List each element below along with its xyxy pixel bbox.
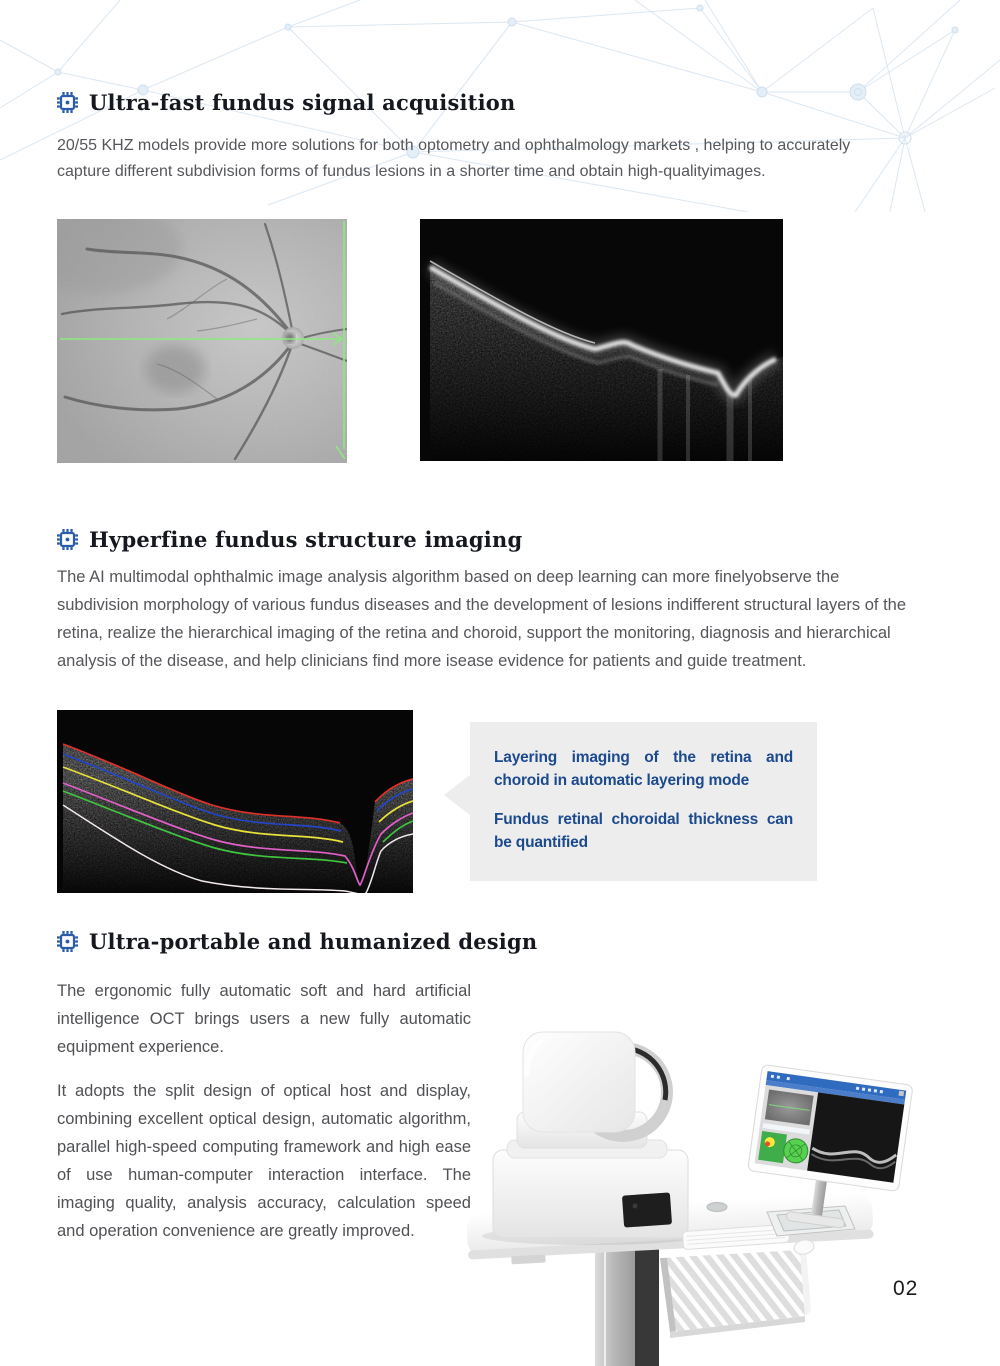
section-2-heading bbox=[57, 527, 522, 552]
section-1-heading bbox=[57, 90, 515, 115]
section-1-title: Ultra-fast fundus signal acquisition bbox=[89, 90, 516, 115]
cart-column-dark-panel bbox=[633, 1246, 659, 1366]
oct-instrument bbox=[482, 1032, 698, 1245]
section-3-paragraph-2: It adopts the split design of optical host and display, combining excellent optical design, automatic algorithm, parallel high-speed computing framework and high ease of use human-computer interaction interface. The imaging quality, analysis accuracy, calculation speed and operation convenience are greatly improved. bbox=[57, 1082, 471, 1240]
section-1-body: 20/55 KHZ models provide more solutions for both optometry and ophthalmology markets , helping to accurately capture different subdivision forms of fundus lesions in a shorter time and obtain high-qualityimages. bbox=[57, 137, 851, 180]
scanner-head bbox=[523, 1032, 635, 1132]
oct-scan-panel bbox=[807, 1092, 904, 1182]
section-2-body: The AI multimodal ophthalmic image analysis algorithm based on deep learning can more finelyobserve the subdivision morphology of various fundus diseases and the development of lesions indifferent structural layers of the retina, realize the hierarchical imaging of the retina and choroid, support the monitoring, diagnosis and hierarchical analysis of the disease, and help clinicians find more isease evidence for patients and guide treatment. bbox=[57, 568, 907, 670]
cart-column bbox=[595, 1246, 635, 1366]
oct-layered-scan-image bbox=[57, 710, 413, 898]
chip-icon bbox=[57, 529, 78, 550]
callout-line-1: Layering imaging of the retina and choroid in automatic layering mode bbox=[494, 749, 793, 789]
oct-device-product-photo bbox=[455, 1000, 1000, 1366]
thickness-heatmap bbox=[758, 1131, 787, 1163]
chip-icon bbox=[57, 92, 78, 113]
desk-cable-port bbox=[707, 1203, 727, 1212]
section-3-title: Ultra-portable and humanized design bbox=[89, 929, 538, 954]
section-3-heading bbox=[57, 929, 537, 954]
chip-icon bbox=[57, 931, 78, 952]
under-desk-storage-bin bbox=[660, 1249, 811, 1338]
callout-bubble bbox=[470, 722, 817, 881]
section-3-paragraph-1: The ergonomic fully automatic soft and hard artificial intelligence OCT brings users a new fully automatic equipment experience. bbox=[57, 982, 471, 1056]
oct-bscan-image bbox=[420, 219, 783, 466]
section-2-title: Hyperfine fundus structure imaging bbox=[89, 527, 523, 552]
fundus-photo-with-scan-line bbox=[57, 219, 347, 468]
callout-line-2: Fundus retinal choroidal thickness can be quantified bbox=[494, 811, 793, 851]
page-number: 02 bbox=[893, 1277, 919, 1300]
